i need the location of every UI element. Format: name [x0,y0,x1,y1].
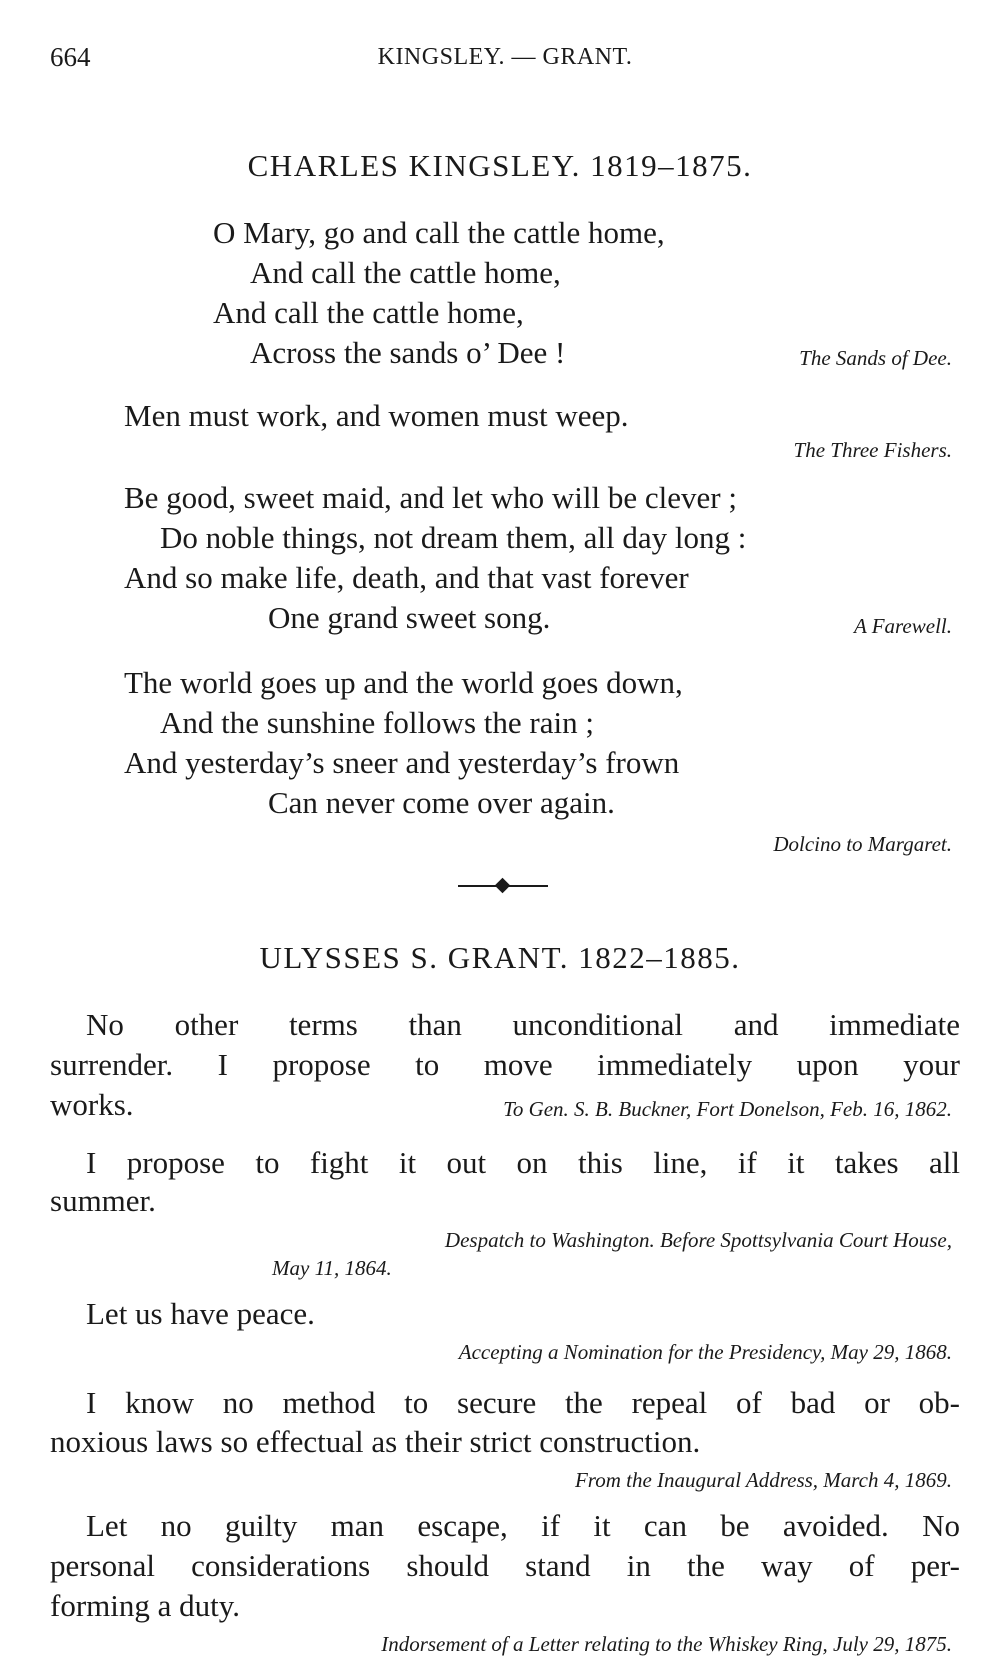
verse-line: And so make life, death, and that vast forever [124,560,689,595]
verse-line: And call the cattle home, [250,255,561,290]
quote-source: May 11, 1864. [272,1256,392,1280]
page-number: 664 [50,42,91,72]
verse-line: And the sunshine follows the rain ; [160,705,594,740]
prose-line: I propose to fight it out on this line, if it takes all [86,1145,960,1180]
verse-line: One grand sweet song. [268,600,551,635]
quote-source: The Three Fishers. [793,438,952,462]
prose-line: works. [50,1087,134,1122]
section-title-grant: ULYSSES S. GRANT. 1822–1885. [259,940,741,975]
verse-line: The world goes up and the world goes down, [124,665,683,700]
quote-source: From the Inaugural Address, March 4, 1869. [574,1468,952,1492]
quote-source: Indorsement of a Letter relating to the Whiskey Ring, July 29, 1875. [381,1632,952,1656]
verse-line: Do noble things, not dream them, all day long : [160,520,747,555]
verse-line: Men must work, and women must weep. [124,398,629,433]
prose-line: forming a duty. [50,1588,240,1623]
prose-line: surrender. I propose to move immediately upon your [50,1047,960,1082]
prose-line: No other terms than unconditional and immediate [86,1007,960,1042]
verse-line: O Mary, go and call the cattle home, [213,215,665,250]
verse-line: Be good, sweet maid, and let who will be clever ; [124,480,737,515]
section-title-kingsley: CHARLES KINGSLEY. 1819–1875. [247,148,753,183]
prose-line: I know no method to secure the repeal of bad or ob- [86,1385,960,1420]
quote-source: Dolcino to Margaret. [773,832,952,856]
quote-source: The Sands of Dee. [799,346,952,370]
quote-source: Accepting a Nomination for the Presidency, May 29, 1868. [458,1340,952,1364]
diamond-rule-icon [458,880,548,892]
quote-source: Despatch to Washington. Before Spottsylvania Court House, [444,1228,952,1252]
prose-line: personal considerations should stand in the way of per- [50,1548,960,1583]
running-head: KINGSLEY. — GRANT. [377,44,633,70]
verse-line: And yesterday’s sneer and yesterday’s frown [124,745,680,780]
prose-line: Let us have peace. [86,1296,315,1331]
prose-line: summer. [50,1183,156,1218]
verse-line: Across the sands o’ Dee ! [250,335,566,370]
prose-line: Let no guilty man escape, if it can be avoided. No [86,1508,960,1543]
verse-line: And call the cattle home, [213,295,524,330]
verse-line: Can never come over again. [268,785,615,820]
quote-source: A Farewell. [854,614,952,638]
quote-source: To Gen. S. B. Buckner, Fort Donelson, Feb. 16, 1862. [503,1097,952,1121]
prose-line: noxious laws so effectual as their strict construction. [50,1424,701,1459]
